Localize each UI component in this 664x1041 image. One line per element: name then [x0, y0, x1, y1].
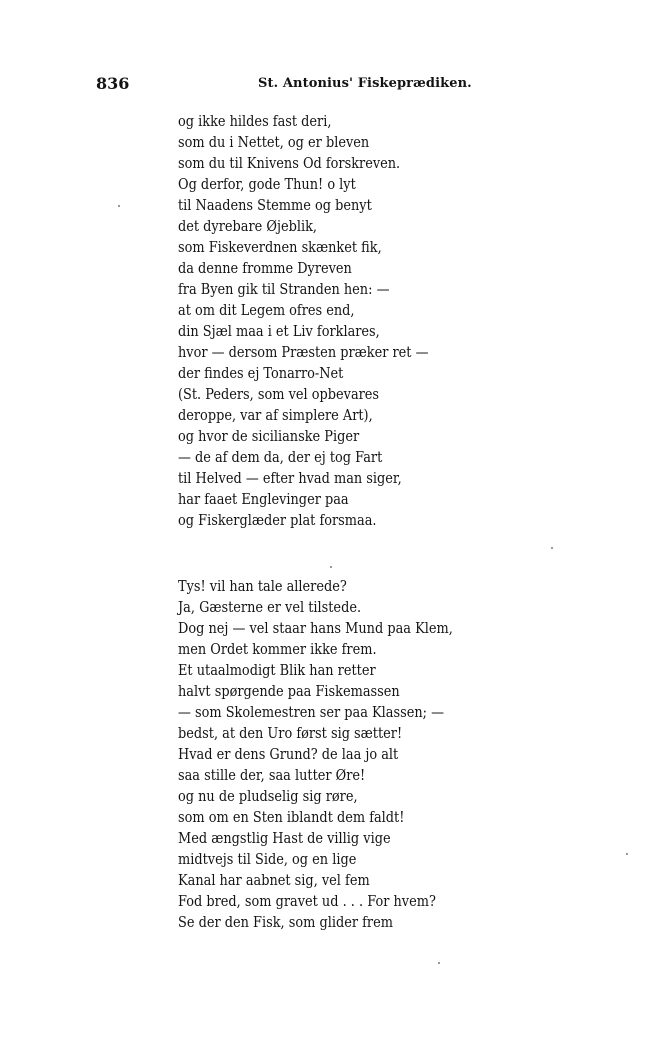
print-speck: [438, 962, 440, 964]
print-speck: [626, 853, 628, 855]
verse-line: at om dit Legem ofres end,: [178, 301, 355, 319]
verse-line: hvor — dersom Præsten præker ret —: [178, 343, 429, 361]
print-speck: [118, 205, 120, 207]
verse-line: det dyrebare Øjeblik,: [178, 217, 318, 235]
verse-line: som du i Nettet, og er bleven: [178, 133, 370, 151]
verse-line: Med ængstlig Hast de villig vige: [178, 829, 391, 847]
verse-line: der findes ej Tonarro-Net: [178, 364, 344, 382]
verse-line: har faaet Englevinger paa: [178, 490, 349, 508]
verse-line: Og derfor, gode Thun! o lyt: [178, 175, 356, 193]
verse-line: og nu de pludselig sig røre,: [178, 787, 358, 805]
verse-line: som du til Knivens Od forskreven.: [178, 154, 401, 172]
verse-line: til Naadens Stemme og benyt: [178, 196, 372, 214]
verse-line: din Sjæl maa i et Liv forklares,: [178, 322, 380, 340]
verse-line: midtvejs til Side, og en lige: [178, 850, 357, 868]
stanza-1: [178, 111, 469, 531]
verse-line: saa stille der, saa lutter Øre!: [178, 766, 366, 784]
stanza-2: [178, 576, 498, 933]
verse-line: Hvad er dens Grund? de laa jo alt: [178, 745, 399, 763]
verse-line: — som Skolemestren ser paa Klassen; —: [178, 703, 445, 721]
verse-line: til Helved — efter hvad man siger,: [178, 469, 402, 487]
verse-line: Se der den Fisk, som glider frem: [178, 913, 393, 931]
verse-line: som om en Sten iblandt dem faldt!: [178, 808, 405, 826]
verse-line: og ikke hildes fast deri,: [178, 112, 332, 130]
print-speck: [551, 547, 553, 549]
verse-line: som Fiskeverdnen skænket fik,: [178, 238, 382, 256]
verse-line: bedst, at den Uro først sig sætter!: [178, 724, 403, 742]
verse-line: fra Byen gik til Stranden hen: —: [178, 280, 390, 298]
verse-line: Ja, Gæsterne er vel tilstede.: [178, 598, 362, 616]
verse-line: Et utaalmodigt Blik han retter: [178, 661, 376, 679]
verse-line: (St. Peders, som vel opbevares: [178, 385, 380, 403]
verse-line: Dog nej — vel staar hans Mund paa Klem,: [178, 619, 453, 637]
verse-line: og hvor de sicilianske Piger: [178, 427, 360, 445]
print-speck: [330, 566, 332, 568]
verse-line: Kanal har aabnet sig, vel fem: [178, 871, 370, 889]
verse-line: deroppe, var af simplere Art),: [178, 406, 373, 424]
verse-line: Tys! vil han tale allerede?: [178, 577, 347, 595]
verse-line: — de af dem da, der ej tog Fart: [178, 448, 383, 466]
verse-line: da denne fromme Dyreven: [178, 259, 352, 277]
verse-line: halvt spørgende paa Fiskemassen: [178, 682, 400, 700]
verse-line: og Fiskerglæder plat forsmaa.: [178, 511, 377, 529]
verse-line: men Ordet kommer ikke frem.: [178, 640, 377, 658]
verse-line: Fod bred, som gravet ud . . . For hvem?: [178, 892, 436, 910]
page-number: 836: [96, 74, 130, 93]
running-title: St. Antonius' Fiskeprædiken.: [258, 76, 472, 91]
